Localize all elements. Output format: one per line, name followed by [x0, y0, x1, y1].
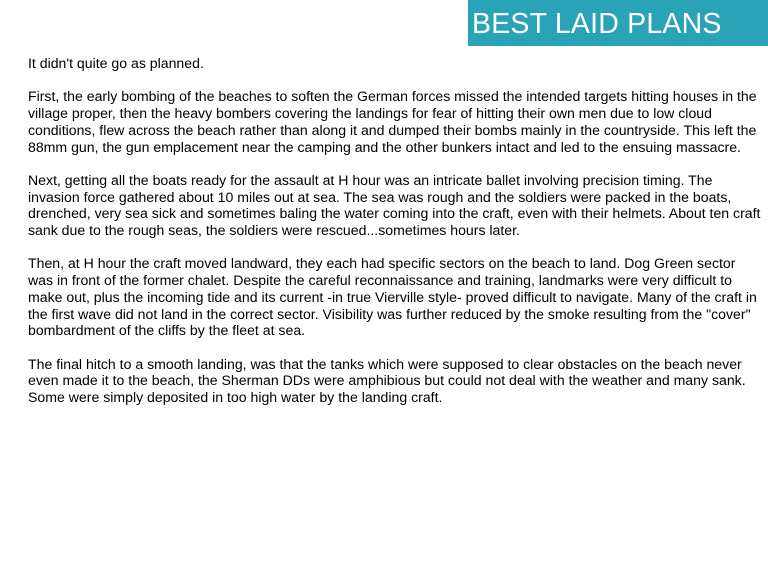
- title-banner: [468, 0, 768, 46]
- page-title: BEST LAID PLANS: [472, 8, 722, 41]
- paragraph-tanks: The final hitch to a smooth landing, was that the tanks which were supposed to clear obstacles on the beach never even made it to the beach, the Sherman DDs were amphibious but could not deal with the weather and many sank. Some were simply deposited in too high water by the landing craft.: [28, 355, 746, 405]
- paragraph-boats: Next, getting all the boats ready for the assault at H hour was an intricate ballet involving precision timing. The invasion force gathered about 10 miles out at sea. The sea was rough and the soldiers were packed in the boats, drenched, very sea sick and sometimes baling the water coming into the craft, even with their helmets. About ten craft sank due to the rough seas, the soldiers were rescued...sometimes hours later.: [28, 171, 761, 238]
- paragraph-bombing: First, the early bombing of the beaches to soften the German forces missed the intended targets hitting houses in the village proper, then the heavy bombers covering the landings for fear of hitting their own men due to low cloud conditions, flew across the beach rather than along it and dumped their bombs mainly in the countryside. This left the 88mm gun, the gun emplacement near the camping and the other bunkers intact and led to the ensuing massacre.: [28, 88, 757, 155]
- body-text: [28, 55, 763, 422]
- paragraph-intro: It didn't quite go as planned.: [28, 55, 204, 71]
- paragraph-landing: Then, at H hour the craft moved landward, they each had specific sectors on the beach to land. Dog Green sector was in front of the former chalet. Despite the careful reconnaissance and training, landmarks were very difficult to make out, plus the incoming tide and its current -in true Vierville style- proved difficult to navigate. Many of the craft in the first wave did not land in the correct sector. Visibility was further reduced by the smoke resulting from the "cover" bombardment of the cliffs by the fleet at sea.: [28, 255, 757, 339]
